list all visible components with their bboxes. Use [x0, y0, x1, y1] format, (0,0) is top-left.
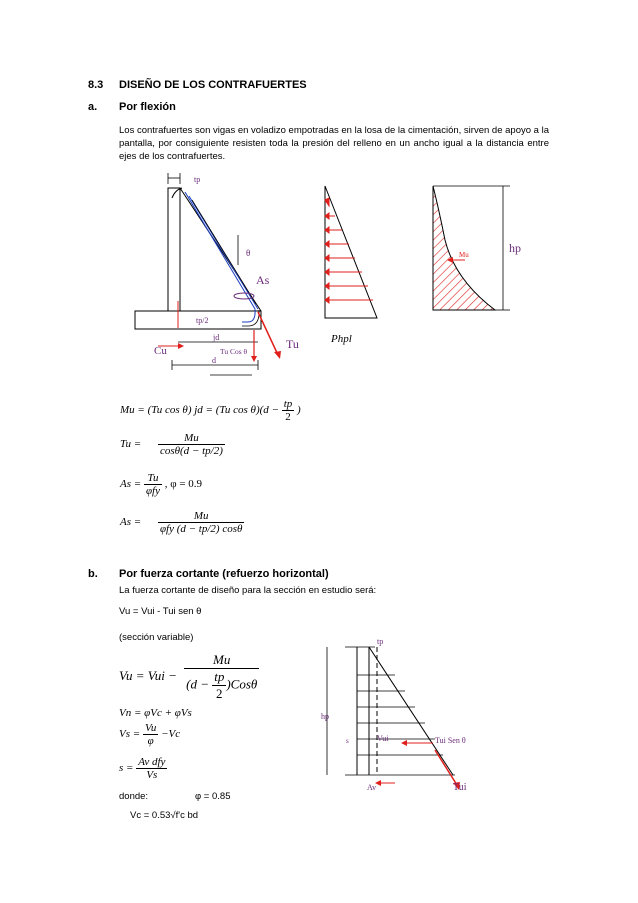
- section-title: DISEÑO DE LOS CONTRAFUERTES: [119, 79, 307, 91]
- vc-formula: Vc = 0.53√f'c bd: [130, 810, 199, 821]
- fig1-jd: jd: [213, 333, 220, 342]
- part-a-letter: a.: [88, 101, 98, 113]
- fig3-mu: Mu: [459, 251, 469, 259]
- vu-line: Vu = Vui - Tui sen θ: [119, 606, 202, 617]
- fig4-tui: Tui: [453, 782, 467, 793]
- fig4-av: Av: [367, 783, 377, 792]
- fig4-vui: Vui: [377, 734, 389, 743]
- fig1-tp2: tp/2: [196, 316, 209, 325]
- pressure-diagram: [315, 180, 395, 350]
- moment-diagram: [425, 180, 525, 320]
- fig1-cu: Cu: [154, 345, 167, 357]
- fig4-hp: hp: [321, 712, 329, 721]
- donde-label: donde:: [119, 791, 149, 802]
- phi-value: φ = 0.85: [195, 791, 231, 802]
- fig1-d: d: [212, 356, 216, 365]
- eq-as-2: As = $\frac{Mu}{\text{φfy (d − tp/2) cosθ}}$: [120, 510, 243, 535]
- fig1-theta: θ: [246, 248, 251, 258]
- fig4-tp: tp: [377, 637, 384, 646]
- fig4-tuisen: Tui Sen θ: [435, 736, 466, 745]
- part-b-intro: La fuerza cortante de diseño para la sección en estudio será:: [119, 585, 377, 596]
- eq-s: s = $\frac{\text{Av dfy}}{Vs}$: [119, 756, 166, 781]
- fig3-hp: hp: [509, 241, 521, 255]
- section-number: 8.3: [88, 79, 104, 91]
- part-a-paragraph: Los contrafuertes son vigas en voladizo empotradas en la losa de la cimentación, sirven de apoyo a la pantalla, por consiguiente resisten toda la presión del relleno en un ancho igual a la distancia entre ejes de los contrafuertes.: [119, 125, 549, 162]
- shear-diagram: [315, 635, 490, 795]
- part-b-title: Por fuerza cortante (refuerzo horizontal): [119, 568, 329, 580]
- eq-vn: Vn = φVc + φVs: [119, 707, 192, 719]
- eq-vs: Vs = $\frac{Vu}{\varphi}$ −Vc: [119, 722, 181, 747]
- fig4-s: s: [346, 737, 349, 745]
- eq-mu: Mu = (Tu cos θ) jd = (Tu cos θ)(d − $\frac{tp}{2}$ ): [120, 398, 301, 423]
- fig1-tp: tp: [194, 175, 201, 184]
- eq-tu: Tu = $\frac{Mu}{\cos\theta(d - tp/2)}$: [120, 432, 223, 457]
- eq-as-1: As = $\frac{Tu}{\text{φfy}}$ , φ = 0.9: [120, 472, 203, 497]
- part-b-letter: b.: [88, 568, 98, 580]
- eq-vu: Vu = Vui − Mu (d − $\frac{tp}{2}$ )Cosθ: [119, 652, 258, 701]
- fig1-tucos: Tu Cos θ: [220, 347, 248, 356]
- part-a-title: Por flexión: [119, 101, 176, 113]
- variable-note: (sección variable): [119, 632, 194, 643]
- fig1-tu: Tu: [286, 337, 299, 351]
- fig1-as: As: [256, 273, 270, 287]
- fig2-label: Phpl: [331, 333, 352, 345]
